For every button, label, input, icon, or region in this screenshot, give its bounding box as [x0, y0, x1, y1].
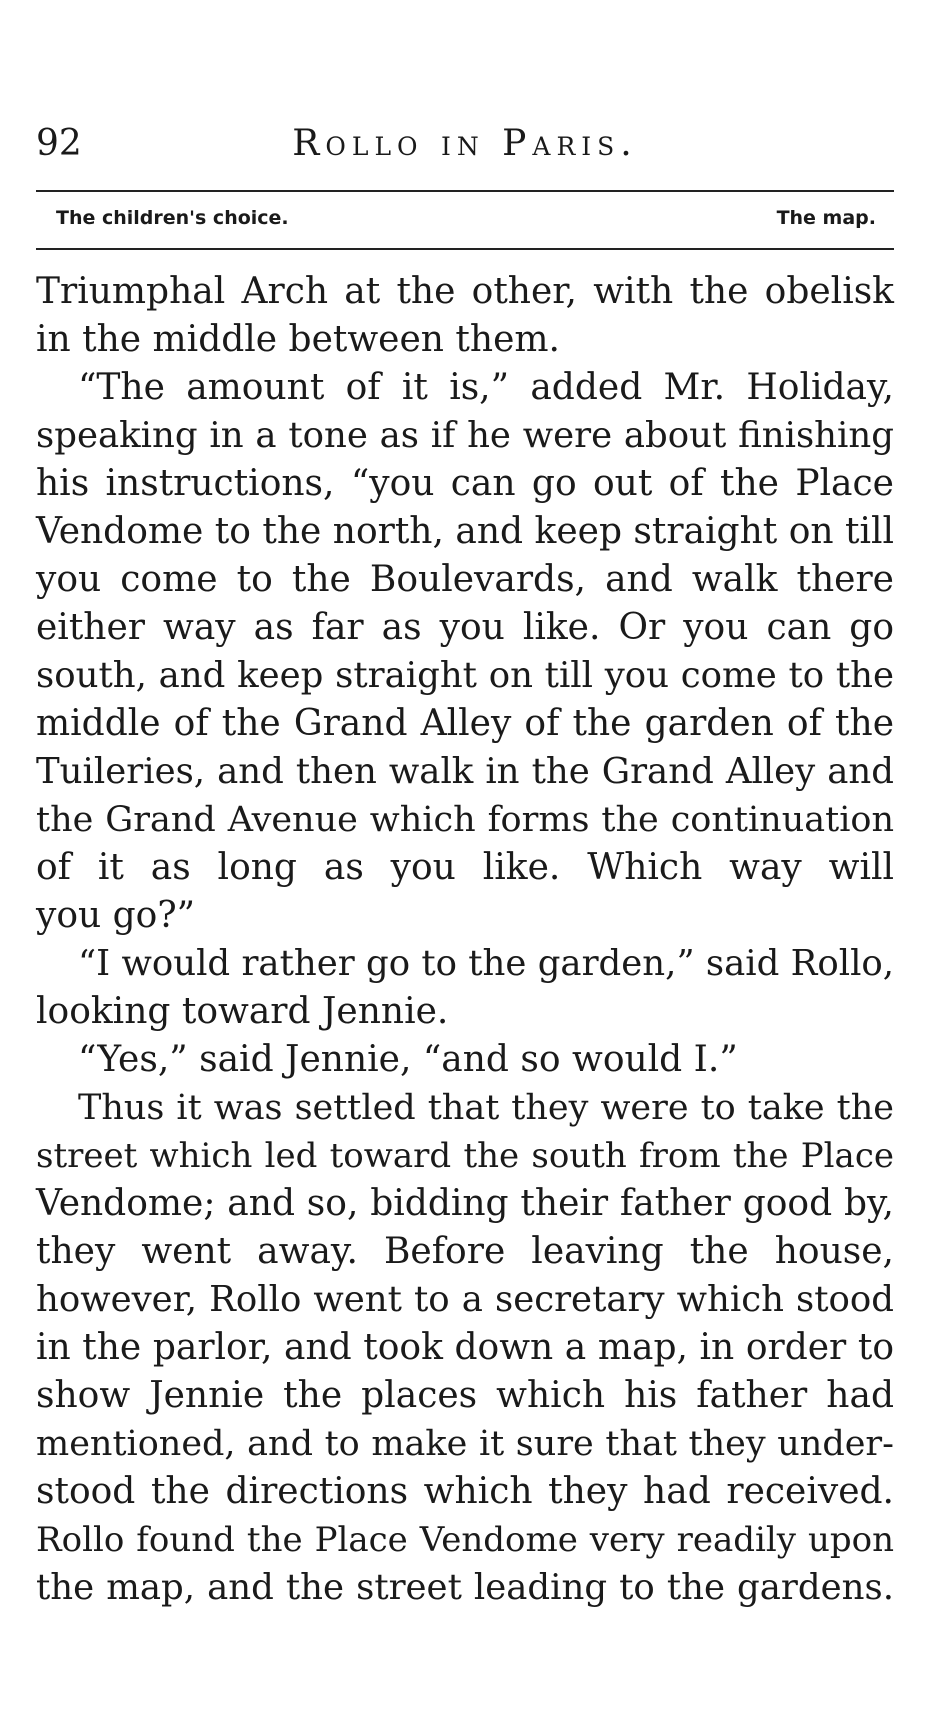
text-line: either way as far as you like. Or you can go: [36, 607, 894, 648]
text-line: “I would rather go to the garden,” said Rollo,: [78, 943, 895, 984]
section-subheads: [56, 205, 876, 235]
subhead-left: The children's choice.: [56, 207, 289, 229]
text-line: the Grand Avenue which forms the continuation: [36, 800, 894, 840]
text-line: stood the directions which they had received.: [36, 1471, 894, 1512]
text-line: you come to the Boulevards, and walk there: [36, 559, 894, 600]
text-line: in the parlor, and took down a map, in order to: [36, 1327, 894, 1368]
text-line: mentioned, and to make it sure that they under-: [36, 1424, 894, 1464]
text-line: Vendome; and so, bidding their father good by,: [36, 1183, 894, 1224]
text-line: the map, and the street leading to the gardens.: [36, 1567, 894, 1608]
text-line: Triumphal Arch at the other, with the obelisk: [36, 271, 894, 312]
page-number: 92: [36, 123, 82, 164]
text-line: Tuileries, and then walk in the Grand Alley and: [36, 751, 894, 792]
text-line: in the middle between them.: [36, 319, 560, 360]
subhead-right: The map.: [776, 207, 876, 229]
text-line: speaking in a tone as if he were about finishing: [36, 415, 894, 456]
text-line: his instructions, “you can go out of the Place: [36, 463, 894, 504]
text-line: however, Rollo went to a secretary which stood: [36, 1279, 894, 1320]
text-line: of it as long as you like. Which way will: [36, 847, 894, 888]
book-title: Rollo in Paris.: [292, 123, 638, 164]
running-head: [36, 122, 894, 182]
body-text: [36, 268, 894, 1612]
text-line: “The amount of it is,” added Mr. Holiday,: [78, 367, 894, 408]
text-line: south, and keep straight on till you come to the: [36, 655, 894, 696]
text-line: looking toward Jennie.: [36, 991, 449, 1032]
text-line: Thus it was settled that they were to take the: [78, 1088, 894, 1128]
text-line: they went away. Before leaving the house,: [36, 1231, 894, 1272]
header-rule-top: [36, 190, 894, 192]
text-line: show Jennie the places which his father had: [36, 1375, 894, 1416]
text-line: “Yes,” said Jennie, “and so would I.”: [78, 1039, 738, 1080]
text-line: Vendome to the north, and keep straight on till: [36, 511, 895, 552]
header-rule-bottom: [36, 248, 894, 250]
text-line: you go?”: [36, 895, 196, 936]
text-line: street which led toward the south from the Place: [36, 1136, 894, 1176]
text-line: middle of the Grand Alley of the garden of the: [36, 703, 894, 744]
text-line: Rollo found the Place Vendome very readily upon: [36, 1520, 894, 1560]
